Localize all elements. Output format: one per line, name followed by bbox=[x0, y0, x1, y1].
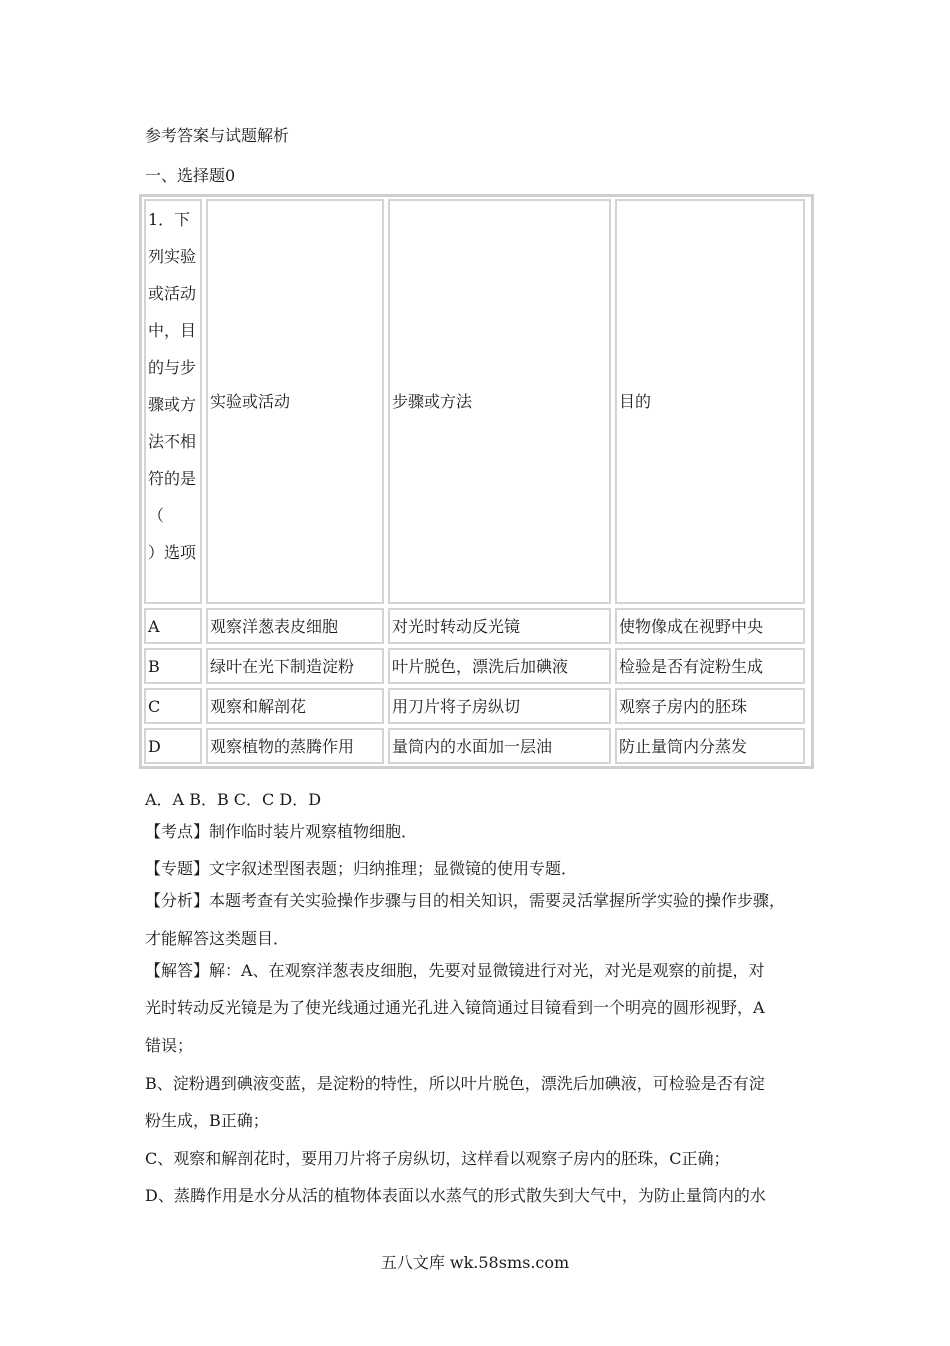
table-row bbox=[142, 646, 811, 686]
activity-cell: 观察植物的蒸腾作用 bbox=[206, 728, 384, 764]
jieda-text-line: 【解答】解：A、在观察洋葱表皮细胞，先要对显微镜进行对光，对光是观察的前提，对 bbox=[145, 961, 765, 980]
option-letter: D bbox=[144, 728, 202, 764]
header-purpose: 目的 bbox=[615, 199, 805, 604]
activity-cell: 观察和解剖花 bbox=[206, 688, 384, 724]
activity-cell: 绿叶在光下制造淀粉 bbox=[206, 648, 384, 684]
purpose-cell: 观察子房内的胚珠 bbox=[615, 688, 805, 724]
table-row bbox=[142, 606, 811, 646]
jieda-text-line: C、观察和解剖花时，要用刀片将子房纵切，这样看以观察子房内的胚珠，C正确； bbox=[145, 1149, 730, 1168]
jieda-text-line: B、淀粉遇到碘液变蓝，是淀粉的特性，所以叶片脱色，漂洗后加碘液，可检验是否有淀 bbox=[145, 1074, 765, 1093]
method-cell: 量筒内的水面加一层油 bbox=[388, 728, 611, 764]
section-title: 一、选择题0 bbox=[145, 166, 236, 185]
page-heading: 参考答案与试题解析 bbox=[145, 126, 290, 145]
method-cell: 用刀片将子房纵切 bbox=[388, 688, 611, 724]
kaodian-text: 【考点】制作临时装片观察植物细胞． bbox=[145, 822, 418, 841]
option-letter: B bbox=[144, 648, 202, 684]
fenxi-text-line: 【分析】本题考查有关实验操作步骤与目的相关知识，需要灵活掌握所学实验的操作步骤， bbox=[145, 891, 786, 910]
jieda-text-line: 错误； bbox=[145, 1036, 194, 1055]
option-letter: C bbox=[144, 688, 202, 724]
method-cell: 叶片脱色，漂洗后加碘液 bbox=[388, 648, 611, 684]
option-letter: A bbox=[144, 608, 202, 644]
table-header-row bbox=[142, 197, 811, 606]
page-footer: 五八文库 wk.58sms.com bbox=[380, 1253, 570, 1272]
question-stem: 1．下列实验或活动中，目的与步骤或方法不相符的是（ ）选项 bbox=[144, 199, 202, 604]
table-row bbox=[142, 686, 811, 726]
jieda-text-line: 粉生成，B正确； bbox=[145, 1111, 269, 1130]
jieda-text-line: D、蒸腾作用是水分从活的植物体表面以水蒸气的形式散失到大气中，为防止量筒内的水 bbox=[145, 1186, 766, 1205]
activity-cell: 观察洋葱表皮细胞 bbox=[206, 608, 384, 644]
jieda-text-line: 光时转动反光镜是为了使光线通过通光孔进入镜筒通过目镜看到一个明亮的圆形视野，A bbox=[145, 998, 765, 1017]
purpose-cell: 检验是否有淀粉生成 bbox=[615, 648, 805, 684]
purpose-cell: 防止量筒内分蒸发 bbox=[615, 728, 805, 764]
header-method: 步骤或方法 bbox=[388, 199, 611, 604]
zhuanti-text: 【专题】文字叙述型图表题；归纳推理；显微镜的使用专题． bbox=[145, 859, 578, 878]
header-activity: 实验或活动 bbox=[206, 199, 384, 604]
question-table bbox=[139, 194, 814, 769]
table-row bbox=[142, 726, 811, 766]
fenxi-text-line: 才能解答这类题目． bbox=[145, 929, 290, 948]
method-cell: 对光时转动反光镜 bbox=[388, 608, 611, 644]
purpose-cell: 使物像成在视野中央 bbox=[615, 608, 805, 644]
answer-options: A．A B．B C．C D．D bbox=[145, 790, 322, 809]
